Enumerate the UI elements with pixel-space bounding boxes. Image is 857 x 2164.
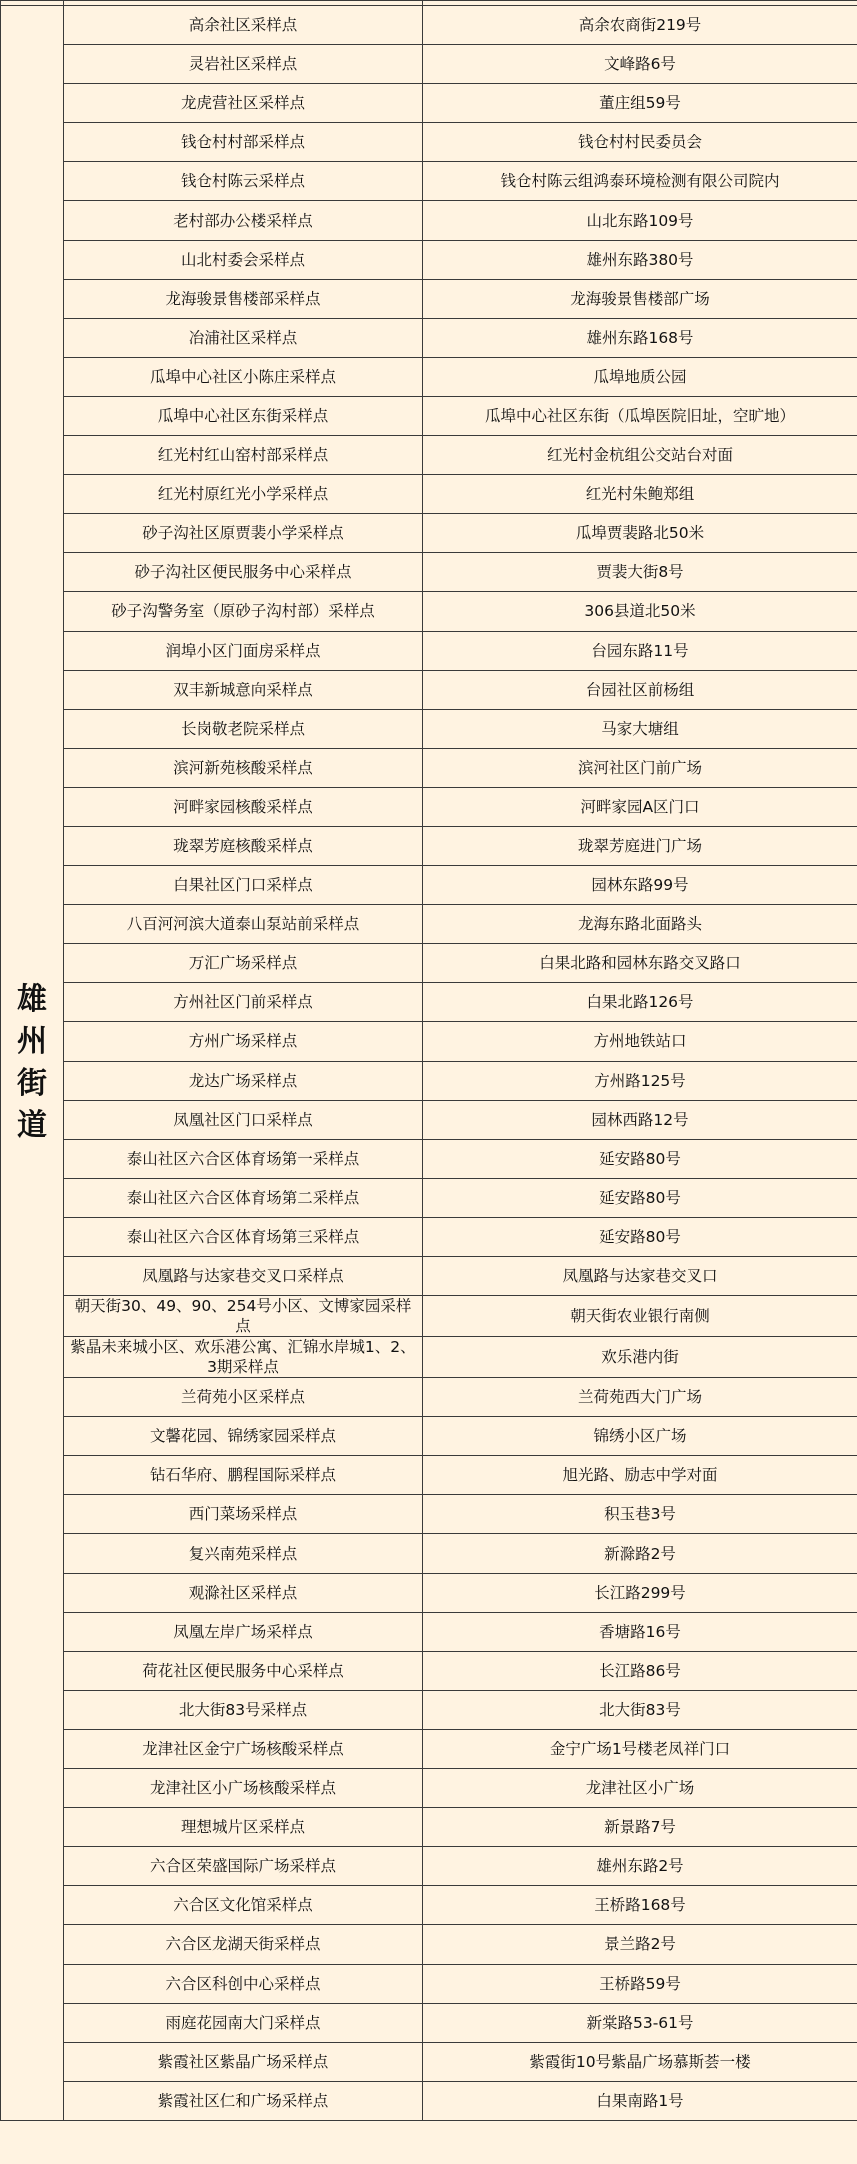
table-row xyxy=(1,1847,857,1886)
table-row xyxy=(1,1378,857,1417)
site-address-cell: 钱仓村村民委员会 xyxy=(423,123,857,162)
site-address-cell: 长江路86号 xyxy=(423,1651,857,1690)
site-name-cell: 砂子沟警务室（原砂子沟村部）采样点 xyxy=(64,592,423,631)
site-name-cell: 六合区科创中心采样点 xyxy=(64,1964,423,2003)
table-row xyxy=(1,1729,857,1768)
site-name-cell: 万汇广场采样点 xyxy=(64,944,423,983)
table-row xyxy=(1,905,857,944)
site-name-cell: 长岗敬老院采样点 xyxy=(64,709,423,748)
site-address-cell: 钱仓村陈云组鸿泰环境检测有限公司院内 xyxy=(423,162,857,201)
site-name-cell: 红光村原红光小学采样点 xyxy=(64,475,423,514)
site-address-cell: 白果北路126号 xyxy=(423,983,857,1022)
table-row xyxy=(1,1964,857,2003)
site-address-cell: 紫霞街10号紫晶广场慕斯荟一楼 xyxy=(423,2042,857,2081)
site-address-cell: 园林东路99号 xyxy=(423,866,857,905)
site-address-cell: 王桥路168号 xyxy=(423,1886,857,1925)
site-name-cell: 河畔家园核酸采样点 xyxy=(64,787,423,826)
table-row xyxy=(1,436,857,475)
site-address-cell: 红光村金杭组公交站台对面 xyxy=(423,436,857,475)
site-address-cell: 园林西路12号 xyxy=(423,1100,857,1139)
site-address-cell: 旭光路、励志中学对面 xyxy=(423,1456,857,1495)
table-row xyxy=(1,2081,857,2120)
site-name-cell: 山北村委会采样点 xyxy=(64,240,423,279)
table-row xyxy=(1,1886,857,1925)
site-name-cell: 六合区文化馆采样点 xyxy=(64,1886,423,1925)
site-name-cell: 砂子沟社区便民服务中心采样点 xyxy=(64,553,423,592)
table-row xyxy=(1,670,857,709)
site-name-cell: 六合区荣盛国际广场采样点 xyxy=(64,1847,423,1886)
site-address-cell: 306县道北50米 xyxy=(423,592,857,631)
table-row xyxy=(1,1100,857,1139)
site-name-cell: 凤凰路与达家巷交叉口采样点 xyxy=(64,1257,423,1296)
site-name-cell: 瓜埠中心社区东街采样点 xyxy=(64,396,423,435)
site-address-cell: 瓜埠中心社区东街（瓜埠医院旧址，空旷地） xyxy=(423,396,857,435)
table-row xyxy=(1,826,857,865)
site-name-cell: 紫霞社区紫晶广场采样点 xyxy=(64,2042,423,2081)
table-row xyxy=(1,592,857,631)
site-name-cell: 瓜埠中心社区小陈庄采样点 xyxy=(64,357,423,396)
site-name-cell: 紫晶未来城小区、欢乐港公寓、汇锦水岸城1、2、3期采样点 xyxy=(64,1337,423,1378)
site-name-cell: 龙津社区小广场核酸采样点 xyxy=(64,1769,423,1808)
site-address-cell: 欢乐港内街 xyxy=(423,1337,857,1378)
table-row xyxy=(1,983,857,1022)
site-address-cell: 台园东路11号 xyxy=(423,631,857,670)
site-address-cell: 台园社区前杨组 xyxy=(423,670,857,709)
site-address-cell: 龙津社区小广场 xyxy=(423,1769,857,1808)
site-name-cell: 泰山社区六合区体育场第三采样点 xyxy=(64,1217,423,1256)
table-row xyxy=(1,475,857,514)
site-name-cell: 八百河河滨大道泰山泵站前采样点 xyxy=(64,905,423,944)
site-address-cell: 延安路80号 xyxy=(423,1139,857,1178)
site-name-cell: 凤凰左岸广场采样点 xyxy=(64,1612,423,1651)
site-address-cell: 文峰路6号 xyxy=(423,45,857,84)
site-name-cell: 砂子沟社区原贾裴小学采样点 xyxy=(64,514,423,553)
table-row xyxy=(1,1296,857,1337)
table-row xyxy=(1,6,857,45)
site-address-cell: 董庄组59号 xyxy=(423,84,857,123)
site-address-cell: 香塘路16号 xyxy=(423,1612,857,1651)
table-row xyxy=(1,84,857,123)
site-name-cell: 钻石华府、鹏程国际采样点 xyxy=(64,1456,423,1495)
site-address-cell: 新景路7号 xyxy=(423,1808,857,1847)
site-name-cell: 润埠小区门面房采样点 xyxy=(64,631,423,670)
site-name-cell: 白果社区门口采样点 xyxy=(64,866,423,905)
table-row xyxy=(1,944,857,983)
table-row xyxy=(1,162,857,201)
site-name-cell: 文馨花园、锦绣家园采样点 xyxy=(64,1417,423,1456)
table-row xyxy=(1,514,857,553)
site-address-cell: 凤凰路与达家巷交叉口 xyxy=(423,1257,857,1296)
site-address-cell: 兰荷苑西大门广场 xyxy=(423,1378,857,1417)
site-address-cell: 积玉巷3号 xyxy=(423,1495,857,1534)
site-name-cell: 方州广场采样点 xyxy=(64,1022,423,1061)
site-address-cell: 新棠路53-61号 xyxy=(423,2003,857,2042)
site-address-cell: 珑翠芳庭进门广场 xyxy=(423,826,857,865)
site-name-cell: 灵岩社区采样点 xyxy=(64,45,423,84)
site-address-cell: 雄州东路168号 xyxy=(423,318,857,357)
table-row xyxy=(1,1808,857,1847)
table-row xyxy=(1,787,857,826)
table-row xyxy=(1,357,857,396)
district-cell xyxy=(1,6,64,2121)
site-address-cell: 瓜埠贾裴路北50米 xyxy=(423,514,857,553)
table-row xyxy=(1,1612,857,1651)
site-address-cell: 红光村朱鲍郑组 xyxy=(423,475,857,514)
table-row xyxy=(1,240,857,279)
table-row xyxy=(1,1022,857,1061)
table-row xyxy=(1,279,857,318)
site-address-cell: 雄州东路380号 xyxy=(423,240,857,279)
site-name-cell: 西门菜场采样点 xyxy=(64,1495,423,1534)
site-name-cell: 泰山社区六合区体育场第二采样点 xyxy=(64,1178,423,1217)
site-address-cell: 王桥路59号 xyxy=(423,1964,857,2003)
table-row xyxy=(1,2003,857,2042)
site-address-cell: 延安路80号 xyxy=(423,1178,857,1217)
site-address-cell: 方州地铁站口 xyxy=(423,1022,857,1061)
table-row xyxy=(1,1061,857,1100)
table-row xyxy=(1,1456,857,1495)
table-row xyxy=(1,1651,857,1690)
site-address-cell: 白果南路1号 xyxy=(423,2081,857,2120)
table-row xyxy=(1,1139,857,1178)
site-name-cell: 红光村红山窑村部采样点 xyxy=(64,436,423,475)
table-row xyxy=(1,709,857,748)
table-row xyxy=(1,1495,857,1534)
site-address-cell: 北大街83号 xyxy=(423,1690,857,1729)
district-name: 雄州街道 xyxy=(17,981,47,1143)
site-name-cell: 六合区龙湖天街采样点 xyxy=(64,1925,423,1964)
site-address-cell: 滨河社区门前广场 xyxy=(423,748,857,787)
table-row xyxy=(1,201,857,240)
site-address-cell: 龙海骏景售楼部广场 xyxy=(423,279,857,318)
table-row xyxy=(1,1573,857,1612)
site-address-cell: 瓜埠地质公园 xyxy=(423,357,857,396)
site-name-cell: 龙达广场采样点 xyxy=(64,1061,423,1100)
site-name-cell: 龙津社区金宁广场核酸采样点 xyxy=(64,1729,423,1768)
site-address-cell: 贾裴大街8号 xyxy=(423,553,857,592)
site-address-cell: 延安路80号 xyxy=(423,1217,857,1256)
site-name-cell: 冶浦社区采样点 xyxy=(64,318,423,357)
site-address-cell: 新滁路2号 xyxy=(423,1534,857,1573)
table-row xyxy=(1,866,857,905)
table-row xyxy=(1,553,857,592)
site-address-cell: 方州路125号 xyxy=(423,1061,857,1100)
site-address-cell: 白果北路和园林东路交叉路口 xyxy=(423,944,857,983)
site-name-cell: 观滁社区采样点 xyxy=(64,1573,423,1612)
table-row xyxy=(1,318,857,357)
site-name-cell: 钱仓村陈云采样点 xyxy=(64,162,423,201)
site-name-cell: 凤凰社区门口采样点 xyxy=(64,1100,423,1139)
site-name-cell: 方州社区门前采样点 xyxy=(64,983,423,1022)
site-name-cell: 北大街83号采样点 xyxy=(64,1690,423,1729)
table-row xyxy=(1,123,857,162)
table-row xyxy=(1,1534,857,1573)
site-address-cell: 山北东路109号 xyxy=(423,201,857,240)
table-row xyxy=(1,1925,857,1964)
site-address-cell: 高余农商街219号 xyxy=(423,6,857,45)
site-address-cell: 锦绣小区广场 xyxy=(423,1417,857,1456)
table-row xyxy=(1,631,857,670)
site-address-cell: 景兰路2号 xyxy=(423,1925,857,1964)
table-row xyxy=(1,45,857,84)
table-row xyxy=(1,1217,857,1256)
site-address-cell: 河畔家园A区门口 xyxy=(423,787,857,826)
table-row xyxy=(1,1257,857,1296)
site-name-cell: 老村部办公楼采样点 xyxy=(64,201,423,240)
site-address-cell: 马家大塘组 xyxy=(423,709,857,748)
site-name-cell: 龙海骏景售楼部采样点 xyxy=(64,279,423,318)
site-name-cell: 紫霞社区仁和广场采样点 xyxy=(64,2081,423,2120)
table-row xyxy=(1,1417,857,1456)
table-row xyxy=(1,2042,857,2081)
table-row xyxy=(1,396,857,435)
site-name-cell: 朝天街30、49、90、254号小区、文博家园采样点 xyxy=(64,1296,423,1337)
site-name-cell: 复兴南苑采样点 xyxy=(64,1534,423,1573)
site-name-cell: 珑翠芳庭核酸采样点 xyxy=(64,826,423,865)
site-address-cell: 龙海东路北面路头 xyxy=(423,905,857,944)
table-row xyxy=(1,1769,857,1808)
table-row xyxy=(1,1178,857,1217)
table-row xyxy=(1,1337,857,1378)
site-address-cell: 长江路299号 xyxy=(423,1573,857,1612)
site-name-cell: 理想城片区采样点 xyxy=(64,1808,423,1847)
site-name-cell: 荷花社区便民服务中心采样点 xyxy=(64,1651,423,1690)
site-name-cell: 泰山社区六合区体育场第一采样点 xyxy=(64,1139,423,1178)
table-row xyxy=(1,1690,857,1729)
table-row xyxy=(1,748,857,787)
site-name-cell: 雨庭花园南大门采样点 xyxy=(64,2003,423,2042)
site-name-cell: 钱仓村村部采样点 xyxy=(64,123,423,162)
site-address-cell: 金宁广场1号楼老凤祥门口 xyxy=(423,1729,857,1768)
site-name-cell: 滨河新苑核酸采样点 xyxy=(64,748,423,787)
site-name-cell: 高余社区采样点 xyxy=(64,6,423,45)
site-name-cell: 龙虎营社区采样点 xyxy=(64,84,423,123)
site-address-cell: 朝天街农业银行南侧 xyxy=(423,1296,857,1337)
site-address-cell: 雄州东路2号 xyxy=(423,1847,857,1886)
site-name-cell: 兰荷苑小区采样点 xyxy=(64,1378,423,1417)
site-name-cell: 双丰新城意向采样点 xyxy=(64,670,423,709)
